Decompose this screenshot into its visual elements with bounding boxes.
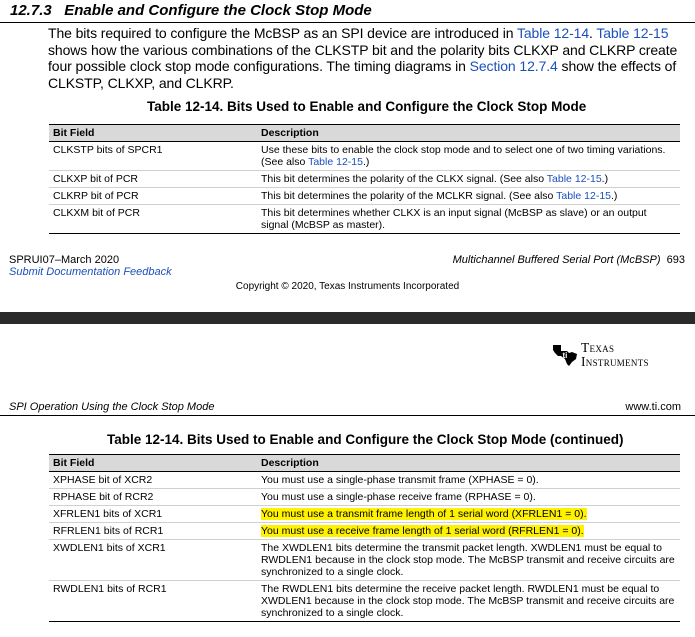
footer-doc-id: SPRUI07–March 2020 xyxy=(9,254,120,266)
description-text: The RWDLEN1 bits determine the receive packet length. RWDLEN1 must be equal to XWDLEN1 because in the clock stop mode. The McBSP transmit and receive circuits are synchronized to a single clock. xyxy=(261,583,675,619)
bit-field-cell: RPHASE bit of RCR2 xyxy=(49,489,257,506)
page-header-url[interactable]: www.ti.com xyxy=(625,401,681,413)
section-heading xyxy=(10,2,372,19)
table-row xyxy=(49,523,680,540)
table-header-row xyxy=(49,125,680,142)
table-row xyxy=(49,489,680,506)
description-cell xyxy=(257,171,680,188)
bit-field-cell: XFRLEN1 bits of XCR1 xyxy=(49,506,257,523)
page-break-bar xyxy=(0,312,695,324)
description-cell xyxy=(257,489,680,506)
table-header-row xyxy=(49,455,680,472)
bit-field-cell: CLKXM bit of PCR xyxy=(49,205,257,234)
description-cell xyxy=(257,523,680,540)
description-cell xyxy=(257,188,680,205)
table-12-15-link[interactable]: Table 12-15 xyxy=(308,156,363,168)
highlighted-description-text: You must use a receive frame length of 1 serial word (RFRLEN1 = 0). xyxy=(261,525,584,537)
ti-logo-text xyxy=(581,341,649,368)
description-text: .) xyxy=(362,156,370,168)
section-number: 12.7.3 xyxy=(10,2,52,19)
table-2 xyxy=(49,454,680,622)
table-1 xyxy=(49,124,680,234)
bit-field-cell: CLKXP bit of PCR xyxy=(49,171,257,188)
texas-state-icon xyxy=(552,343,578,367)
paragraph-text: show the effects of CLKSTP, CLKXP, and CLKRP. xyxy=(48,58,677,91)
bit-field-cell: RWDLEN1 bits of RCR1 xyxy=(49,581,257,622)
column-header-description: Description xyxy=(257,125,680,142)
section-title: Enable and Configure the Clock Stop Mode xyxy=(64,2,372,19)
section-paragraph xyxy=(48,25,688,91)
table-2-title: Table 12-14. Bits Used to Enable and Configure the Clock Stop Mode (continued) xyxy=(107,432,624,447)
page-header-rule xyxy=(0,415,695,416)
copyright-notice: Copyright © 2020, Texas Instruments Incorporated xyxy=(235,281,460,292)
description-cell xyxy=(257,581,680,622)
description-cell xyxy=(257,142,680,171)
svg-text:ti: ti xyxy=(562,350,568,360)
bit-field-cell: CLKRP bit of PCR xyxy=(49,188,257,205)
description-text: The XWDLEN1 bits determine the transmit packet length. XWDLEN1 must be equal to RWDLEN1 because in the clock stop mode. The McBSP transmit and receive circuits are synchronized to a single clock. xyxy=(261,542,675,578)
section-rule xyxy=(0,22,695,23)
description-cell xyxy=(257,205,680,234)
table-row xyxy=(49,142,680,171)
table-row xyxy=(49,540,680,581)
description-text: Use these bits to enable the clock stop mode and to select one of two timing variations. (See also xyxy=(261,144,666,168)
paragraph-text: . xyxy=(589,25,597,41)
ti-logo-line2: Instruments xyxy=(581,353,649,369)
paragraph-text: The bits required to configure the McBSP as an SPI device are introduced in xyxy=(48,25,517,41)
description-text: This bit determines the polarity of the CLKX signal. (See also xyxy=(261,173,547,185)
description-cell xyxy=(257,540,680,581)
description-cell xyxy=(257,506,680,523)
highlighted-description-text: You must use a transmit frame length of 1 serial word (XFRLEN1 = 0). xyxy=(261,508,587,520)
column-header-description: Description xyxy=(257,455,680,472)
description-cell xyxy=(257,472,680,489)
ti-logo xyxy=(552,341,649,368)
bit-field-cell: CLKSTP bits of SPCR1 xyxy=(53,144,163,156)
description-text: You must use a single-phase transmit frame (XPHASE = 0). xyxy=(261,474,539,486)
description-text: .) xyxy=(601,173,609,185)
bit-field-cell: XWDLEN1 bits of XCR1 xyxy=(49,540,257,581)
description-text: You must use a single-phase receive frame (RPHASE = 0). xyxy=(261,491,536,503)
page-header-section: SPI Operation Using the Clock Stop Mode xyxy=(9,401,215,413)
table-row xyxy=(49,581,680,622)
submit-feedback-link[interactable]: Submit Documentation Feedback xyxy=(9,266,172,278)
column-header-bit-field: Bit Field xyxy=(49,125,257,142)
description-text: This bit determines the polarity of the MCLKR signal. (See also xyxy=(261,190,557,202)
bit-field-cell: XPHASE bit of XCR2 xyxy=(53,474,153,486)
description-text: .) xyxy=(611,190,618,202)
table-row xyxy=(49,171,680,188)
table-row xyxy=(49,188,680,205)
column-header-bit-field: Bit Field xyxy=(49,455,257,472)
ti-logo-line1: Texas xyxy=(581,340,615,355)
description-text: This bit determines whether CLKX is an input signal (McBSP as slave) or an output signal (McBSP as master). xyxy=(261,207,647,231)
section-12-7-4-link[interactable]: Section 12.7.4 xyxy=(469,58,558,74)
paragraph-text: shows how the various combinations of the CLKSTP bit and the polarity bits CLKXP and CLKRP create four possible clock stop mode configurations. The timing diagrams in xyxy=(48,41,678,74)
table-12-15-link[interactable]: Table 12-15 xyxy=(596,25,669,41)
table-1-title: Table 12-14. Bits Used to Enable and Configure the Clock Stop Mode xyxy=(147,99,587,114)
table-12-14-link[interactable]: Table 12-14 xyxy=(516,25,590,41)
footer-right xyxy=(453,254,685,266)
table-row xyxy=(49,472,680,489)
table-12-15-link[interactable]: Table 12-15 xyxy=(556,190,611,202)
bit-field-cell: RFRLEN1 bits of RCR1 xyxy=(49,523,257,540)
page-number: 693 xyxy=(666,254,685,266)
footer-doc-title: Multichannel Buffered Serial Port (McBSP) xyxy=(452,254,661,266)
table-row xyxy=(49,506,680,523)
table-12-15-link[interactable]: Table 12-15 xyxy=(546,173,602,185)
table-row xyxy=(49,205,680,234)
